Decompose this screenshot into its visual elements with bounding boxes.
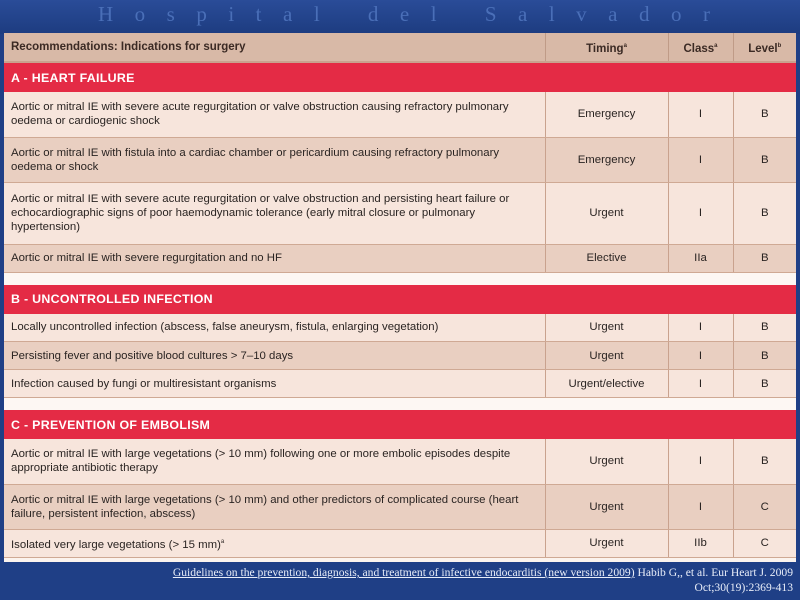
header-level bbox=[733, 33, 796, 62]
section-title: C - PREVENTION OF EMBOLISM bbox=[4, 410, 796, 439]
row-class: IIb bbox=[668, 529, 733, 557]
row-level: C bbox=[733, 484, 796, 529]
row-text bbox=[4, 529, 545, 557]
table-row bbox=[4, 314, 796, 342]
row-level: B bbox=[733, 244, 796, 272]
table-row bbox=[4, 342, 796, 370]
row-timing: Urgent/elective bbox=[545, 370, 668, 398]
row-level: B bbox=[733, 370, 796, 398]
table-row bbox=[4, 370, 796, 398]
table-row bbox=[4, 244, 796, 272]
table-row bbox=[4, 137, 796, 182]
row-class: I bbox=[668, 342, 733, 370]
row-class: I bbox=[668, 137, 733, 182]
table-header-row bbox=[4, 33, 796, 62]
row-text: Locally uncontrolled infection (abscess, false aneurysm, fistula, enlarging vegetation) bbox=[4, 314, 545, 342]
row-class: I bbox=[668, 92, 733, 137]
row-timing: Urgent bbox=[545, 484, 668, 529]
row-timing: Urgent bbox=[545, 182, 668, 244]
header-class-sup: a bbox=[714, 42, 718, 49]
guidelines-link[interactable]: Guidelines on the prevention, diagnosis, and treatment of infective endocarditis (new version 2009) bbox=[172, 566, 635, 579]
row-text: Aortic or mitral IE with severe acute regurgitation or valve obstruction and persisting heart failure or echocardiographic signs of poor haemodynamic tolerance (early mitral closure or pulmonary hypertension) bbox=[4, 182, 545, 244]
section-prevention-of-embolism bbox=[4, 410, 796, 439]
row-text: Aortic or mitral IE with severe regurgitation and no HF bbox=[4, 244, 545, 272]
row-timing: Urgent bbox=[545, 529, 668, 557]
citation-authors: Habib G,, et al. Eur Heart J. 2009 bbox=[634, 566, 793, 579]
row-level: B bbox=[733, 314, 796, 342]
citation-volume: Oct;30(19):2369-413 bbox=[694, 581, 793, 594]
header-level-label: Level bbox=[748, 42, 778, 55]
row-level: B bbox=[733, 92, 796, 137]
row-text: Aortic or mitral IE with fistula into a cardiac chamber or pericardium causing refractory pulmonary oedema or shock bbox=[4, 137, 545, 182]
row-text: Infection caused by fungi or multiresistant organisms bbox=[4, 370, 545, 398]
row-text: Aortic or mitral IE with severe acute regurgitation or valve obstruction causing refractory pulmonary oedema or cardiogenic shock bbox=[4, 92, 545, 137]
table-row bbox=[4, 529, 796, 557]
recommendations-table bbox=[4, 33, 796, 558]
header-timing-label: Timing bbox=[586, 42, 624, 55]
row-timing: Urgent bbox=[545, 314, 668, 342]
row-class: IIa bbox=[668, 244, 733, 272]
row-timing: Elective bbox=[545, 244, 668, 272]
header-timing-sup: a bbox=[623, 42, 627, 49]
header-level-sup: b bbox=[777, 42, 782, 49]
row-text: Aortic or mitral IE with large vegetations (> 10 mm) following one or more embolic episodes despite appropriate antibiotic therapy bbox=[4, 439, 545, 484]
row-level: B bbox=[733, 342, 796, 370]
citation bbox=[53, 565, 793, 595]
row-class: I bbox=[668, 370, 733, 398]
header-class-label: Class bbox=[683, 42, 715, 55]
header-class bbox=[668, 33, 733, 62]
recommendations-table-container bbox=[4, 33, 796, 562]
row-text: Persisting fever and positive blood cultures > 7–10 days bbox=[4, 342, 545, 370]
row-timing: Urgent bbox=[545, 342, 668, 370]
footer bbox=[0, 562, 800, 600]
row-level: B bbox=[733, 137, 796, 182]
section-title: B - UNCONTROLLED INFECTION bbox=[4, 285, 796, 314]
row-level: B bbox=[733, 439, 796, 484]
banner bbox=[0, 0, 800, 34]
row-timing: Emergency bbox=[545, 92, 668, 137]
row-timing: Urgent bbox=[545, 439, 668, 484]
row-class: I bbox=[668, 484, 733, 529]
row-class: I bbox=[668, 439, 733, 484]
section-spacer bbox=[4, 398, 796, 411]
row-timing: Emergency bbox=[545, 137, 668, 182]
row-class: I bbox=[668, 182, 733, 244]
header-recommendation: Recommendations: Indications for surgery bbox=[4, 33, 545, 62]
table-row bbox=[4, 484, 796, 529]
table-row bbox=[4, 182, 796, 244]
row-class: I bbox=[668, 314, 733, 342]
row-text-sup: a bbox=[220, 538, 225, 545]
row-text-main: Isolated very large vegetations (> 15 mm) bbox=[11, 538, 221, 551]
row-level: C bbox=[733, 529, 796, 557]
table-row bbox=[4, 439, 796, 484]
banner-title: Hospital del Salvador bbox=[98, 2, 732, 26]
section-spacer bbox=[4, 272, 796, 285]
section-uncontrolled-infection bbox=[4, 285, 796, 314]
row-text: Aortic or mitral IE with large vegetations (> 10 mm) and other predictors of complicated course (heart failure, persistent infection, abscess) bbox=[4, 484, 545, 529]
row-level: B bbox=[733, 182, 796, 244]
table-row bbox=[4, 92, 796, 137]
section-title: A - HEART FAILURE bbox=[4, 62, 796, 92]
section-heart-failure bbox=[4, 62, 796, 92]
header-timing bbox=[545, 33, 668, 62]
